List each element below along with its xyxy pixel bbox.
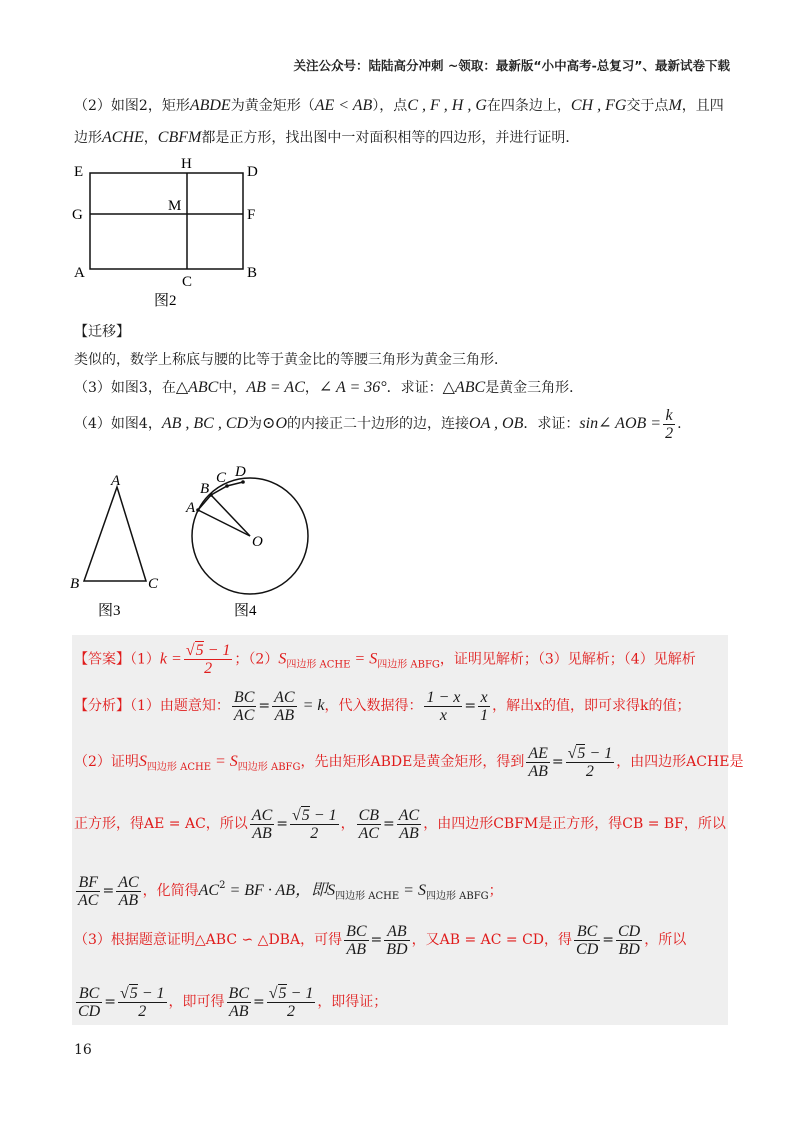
q4-line: （4）如图4，AB , BC , CD为⊙O的内接正二十边形的边，连接OA , OB．求证：sin∠ AOB = $\frac{k}{2}$ . [74,406,682,442]
label-c: C [216,470,227,486]
transfer-title: 【迁移】 [74,324,130,340]
transfer-intro: 类似的，数学上称底与腰的比等于黄金比的等腰三角形为黄金三角形． [74,352,508,368]
label-c: C [148,576,159,592]
page-number: 16 [74,1042,92,1058]
label-m: M [168,198,182,214]
analysis-line3: 正方形，得AE = AC，所以 $\frac{AC}{AB}$ = $\frac{√5 - 1}{2}$ ， $\frac{CB}{AC}$ = $\frac{AC}{AB}$ ，由四边形CBFM是正方形，得CB = BF，所以 [74,806,726,842]
figure-3 [66,470,176,622]
figure-2-caption: 图2 [154,293,177,309]
label-a: A [186,500,196,516]
label-b: B [247,265,258,281]
analysis-line2: （2）证明$S_{四边形 ACHE} = S_{四边形 ABFG}$，先由矩形ABDE是黄金矩形，得到 $\frac{AE}{AB}$ = $\frac{√5 - 1}{2}$ ，由四边形ACHE是 [74,744,744,780]
point-b [209,493,213,497]
label-d: D [235,464,246,480]
q2-line1: （2）如图2，矩形ABDE为黄金矩形（AE < AB），点C , F , H , G在四条边上，CH , FG交于点M，且四 [74,97,724,114]
point-a [196,508,200,512]
figure-3-caption: 图3 [98,603,121,619]
figure-4 [180,460,330,622]
rectangle-abde [90,173,243,269]
analysis-line6: $\frac{BC}{CD}$ = $\frac{√5 - 1}{2}$ ，即可得 $\frac{BC}{AB}$ = $\frac{√5 - 1}{2}$ ，即得证； [78,984,388,1020]
analysis-line4: $\frac{BF}{AC}$ = $\frac{AC}{AB}$ ，化简得$AC^2$ = BF · AB，即$S_{四边形 ACHE} = S_{四边形 ABFG}$； [78,873,503,909]
q4-fraction: $\frac{k}{2}$ [665,406,674,442]
q2-line2: 边形ACHE，CBFM都是正方形，找出图中一对面积相等的四边形，并进行证明． [74,129,580,146]
answer-line: 【答案】（1）k = $\frac{√5 - 1}{2}$ ；$(2)S_{四边形 ACHE} = S_{四边形 ABFG}$，证明见解析；（3）见解析；（4）见解析 [74,642,696,677]
analysis-line1: 【分析】（1）由题意知： $\frac{BC}{AC}$ = $\frac{AC}{AB}$ = k，代入数据得： $\frac{1 - x}{x}$ = $\frac{x}{1}$ ，解出x的值，即可求得k的值； [74,688,691,724]
label-f: F [247,207,256,223]
point-d [241,480,245,484]
answer-k-fraction: $\frac{√5 - 1}{2}$ [185,642,231,677]
label-d: D [247,164,258,180]
label-e: E [74,164,84,180]
q3-line: （3）如图3，在△ABC中，AB = AC，∠ A = 36°．求证：△ABC是黄金三角形． [74,379,584,396]
segment-ob [211,495,250,536]
label-o: O [252,534,263,550]
figure-2 [66,152,276,314]
triangle-abc [84,487,146,581]
label-b: B [70,576,80,592]
label-h: H [181,156,192,172]
label-b: B [200,481,210,497]
segment-oa [198,510,250,536]
label-a: A [74,265,85,281]
label-c: C [182,274,193,290]
page-header: 关注公众号：陆陆高分冲刺 ~领取：最新版“小中高考-总复习”、最新试卷下载 [293,58,730,73]
label-g: G [72,207,83,223]
label-a: A [111,473,121,489]
figure-4-caption: 图4 [234,603,257,619]
analysis-line5: （3）根据题意证明△ABC ∽ △DBA，可得 $\frac{BC}{AB}$ = $\frac{AB}{BD}$ ，又AB = AC = CD，得 $\frac{BC}{CD}$ = $\frac{CD}{BD}$ ，所以 [74,922,687,958]
